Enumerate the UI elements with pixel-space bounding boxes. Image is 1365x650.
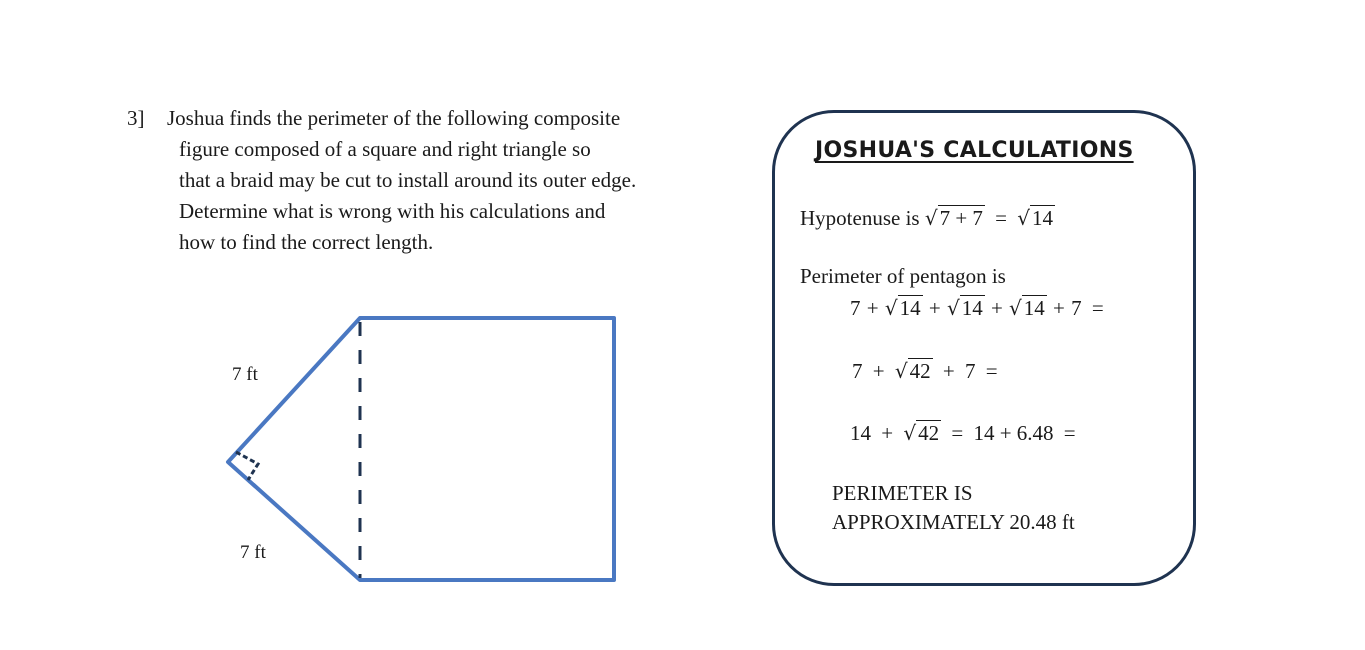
right-angle-marker [236, 452, 258, 480]
hypotenuse-label: Hypotenuse is [800, 206, 920, 230]
sqrt-14: √14 [946, 296, 983, 320]
side-top-label: 7 ft [232, 364, 258, 385]
problem-line-4: Determine what is wrong with his calculations and [179, 199, 606, 223]
sqrt-42: √42 [903, 421, 940, 445]
perimeter-step-3: 14 + √42 = 14 + 6.48 = [850, 421, 1076, 445]
problem-line-2: figure composed of a square and right triangle so [179, 137, 591, 161]
hypotenuse-line [800, 204, 1055, 232]
sqrt-14: √14 [1017, 206, 1054, 230]
hyp-equals: = [995, 206, 1008, 230]
sqrt-14: √14 [884, 296, 921, 320]
problem-line-1: 3] Joshua finds the perimeter of the following composite [127, 103, 747, 134]
perimeter-label: Perimeter of pentagon is [800, 264, 1006, 288]
conclusion-line-2: APPROXIMATELY 20.48 ft [832, 510, 1075, 534]
problem-line-3: that a braid may be cut to install around its outer edge. [179, 168, 637, 192]
sqrt-14: √14 [1009, 296, 1045, 320]
conclusion-line-1: PERIMETER IS [832, 481, 973, 505]
perimeter-step-2: 7 + √42 + 7 = [852, 359, 998, 383]
perimeter-step-1: 7 + √14 + √14 + √14 + 7 = [850, 296, 1104, 320]
sqrt-7-plus-7: √7 + 7 [924, 206, 983, 230]
problem-number: 3] [127, 106, 145, 130]
calculations-title: JOSHUA'S CALCULATIONS [815, 138, 1134, 163]
problem-line-5: how to find the correct length. [179, 230, 434, 254]
sqrt-42: √42 [894, 359, 931, 383]
pentagon-outline [228, 318, 614, 580]
side-bottom-label: 7 ft [240, 542, 266, 563]
